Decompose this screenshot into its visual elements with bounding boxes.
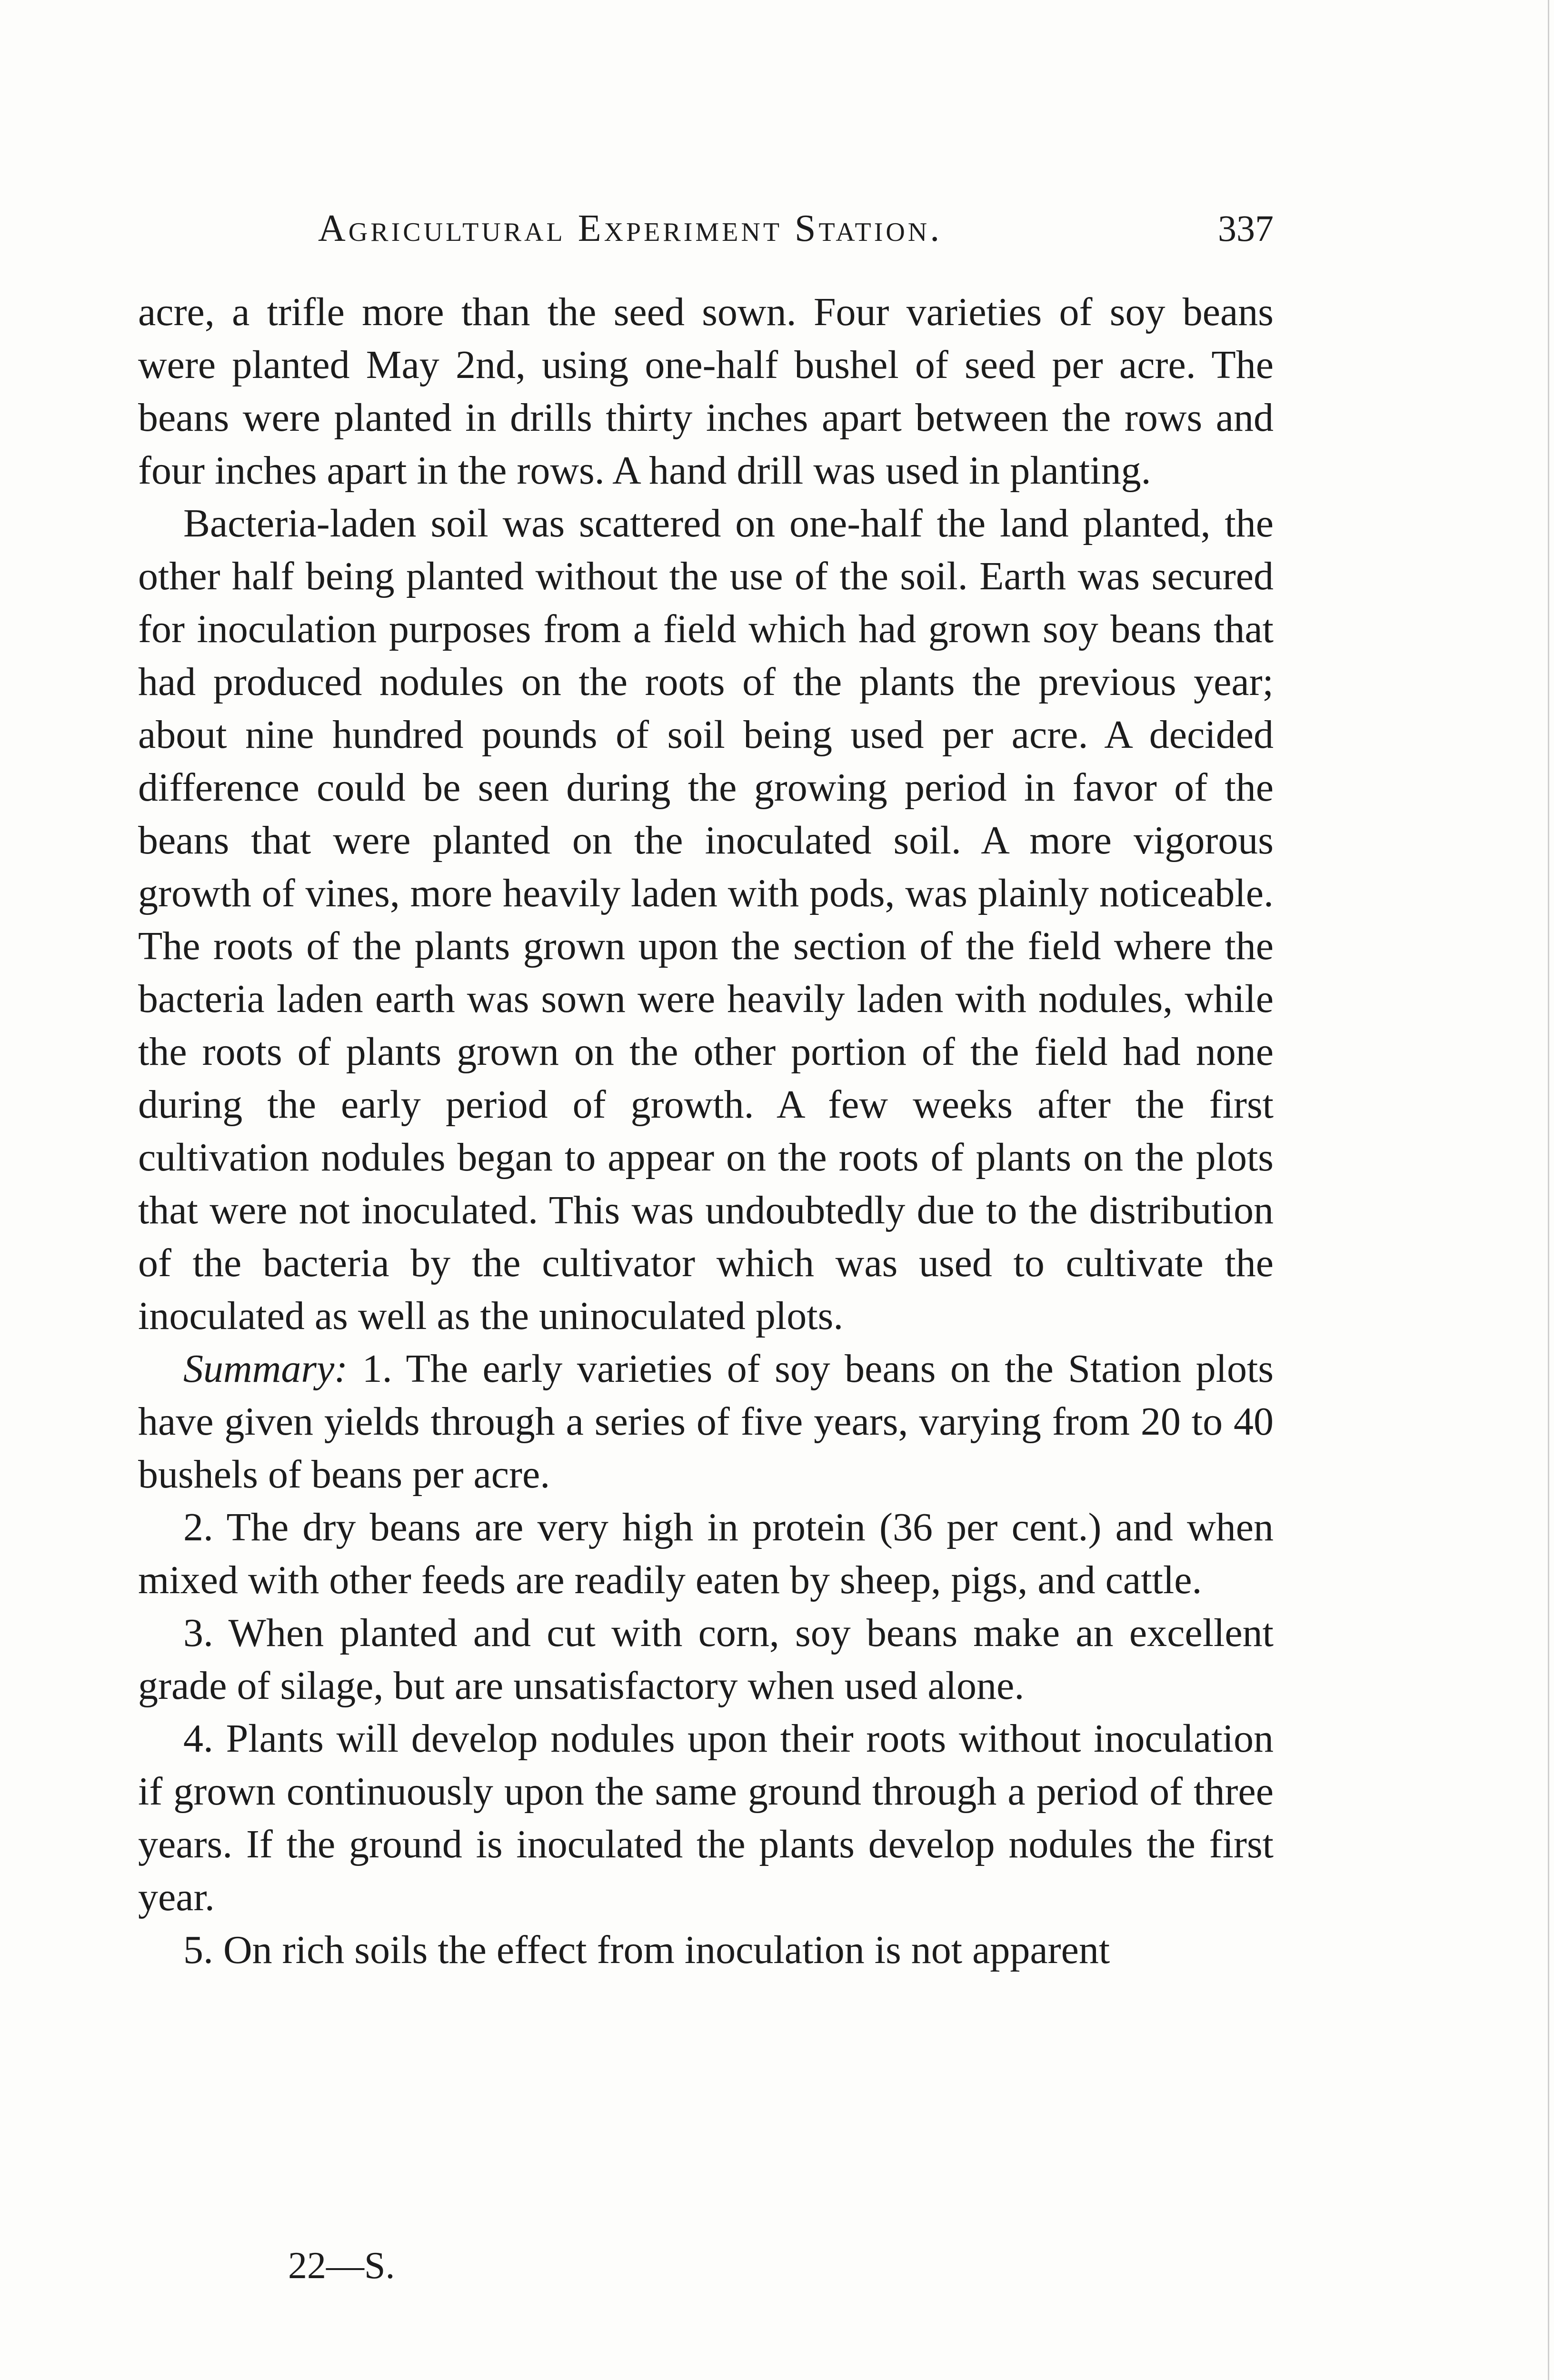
body-text <box>138 286 1274 1976</box>
signature-mark: 22—S. <box>288 2245 395 2287</box>
paragraph-inoculation: Bacteria-laden soil was scattered on one-half the land planted, the other half being planted without the use of the soil. Earth was secured for inoculation purposes from a field which had grown soy beans that had produced nodules on the roots of the plants the previous year; about nine hundred pounds of soil being used per acre. A decided difference could be seen during the growing period in favor of the beans that were planted on the inoculated soil. A more vigorous growth of vines, more heavily laden with pods, was plainly noticeable. The roots of the plants grown upon the section of the field where the bacteria laden earth was sown were heavily laden with nodules, while the roots of plants grown on the other portion of the field had none during the early period of growth. A few weeks after the first cultivation nodules began to appear on the roots of plants on the plots that were not inoculated. This was undoubtedly due to the distribution of the bacteria by the cultivator which was used to cultivate the inoculated as well as the uninoculated plots. <box>138 501 1274 1338</box>
summary-item-1: 1. The early varieties of soy beans on the Station plots have given yields through a series of five years, varying from 20 to 40 bushels of beans per acre. <box>138 1347 1274 1497</box>
summary-item-2: 2. The dry beans are very high in protein (36 per cent.) and when mixed with other feeds are readily eaten by sheep, pigs, and cattle. <box>138 1505 1274 1602</box>
page-edge-line <box>1548 0 1549 2380</box>
summary-paragraph <box>138 1342 1274 1501</box>
paragraph-continuation: acre, a trifle more than the seed sown. Four varieties of soy beans were planted May 2nd, using one-half bushel of seed per acre. The beans were planted in drills thirty inches apart between the rows and four inches apart in the rows. A hand drill was used in planting. <box>138 290 1274 493</box>
page-number: 337 <box>1218 208 1274 249</box>
summary-label: Summary: <box>183 1347 348 1391</box>
summary-item-4: 4. Plants will develop nodules upon their roots without inoculation if grown continuously upon the same ground through a period of three years. If the ground is inoculated the plants develop nodules the first year. <box>138 1716 1274 1919</box>
summary-item-3: 3. When planted and cut with corn, soy beans make an excellent grade of silage, but are unsatisfactory when used alone. <box>138 1611 1274 1708</box>
running-title: Agricultural Experiment Station. <box>318 208 943 249</box>
summary-item-5: 5. On rich soils the effect from inoculation is not apparent <box>183 1928 1110 1972</box>
page-header <box>138 202 1274 255</box>
